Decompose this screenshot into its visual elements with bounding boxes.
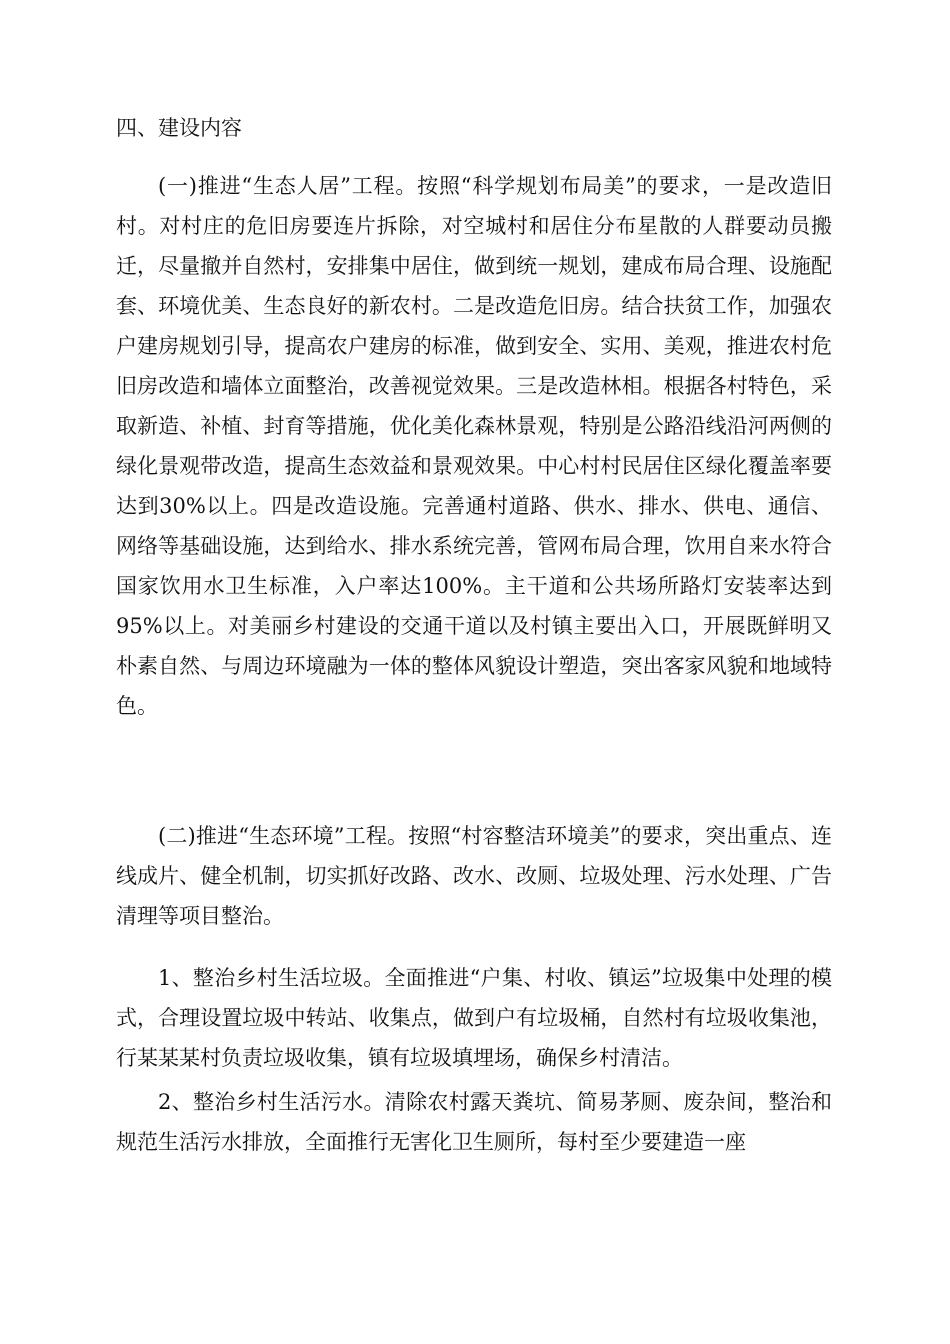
- paragraph-text: (二)推进“生态环境”工程。按照“村容整洁环境美”的要求，突出重点、连线成片、健全机制，切实抓好改路、改水、改厕、垃圾处理、污水处理、广告清理等项目整治。: [116, 824, 832, 928]
- paragraph-sewage-treatment: [116, 1082, 832, 1162]
- paragraph-ecological-environment: [116, 816, 832, 936]
- paragraph-text: (一)推进“生态人居”工程。按照“科学规划布局美”的要求，一是改造旧村。对村庄的危旧房要连片拆除，对空城村和居住分布星散的人群要动员搬迁，尽量撤并自然村，安排集中居住，做到统一规划，建成布局合理、设施配套、环境优美、生态良好的新农村。二是改造危旧房。结合扶贫工作，加强农户建房规划引导，提高农户建房的标准，做到安全、实用、美观，推进农村危旧房改造和墙体立面整治，改善视觉效果。三是改造林相。根据各村特色，采取新造、补植、封育等措施，优化美化森林景观，特别是公路沿线沿河两侧的绿化景观带改造，提高生态效益和景观效果。中心村村民居住区绿化覆盖率要达到30%以上。四是改造设施。完善通村道路、供水、排水、供电、通信、网络等基础设施，达到给水、排水系统完善，管网布局合理，饮用自来水符合国家饮用水卫生标准，入户率达100%。主干道和公共场所路灯安装率达到95%以上。对美丽乡村建设的交通干道以及村镇主要出入口，开展既鲜明又朴素自然、与周边环境融为一体的整体风貌设计塑造，突出客家风貌和地域特色。: [116, 174, 832, 718]
- paragraph-ecological-housing: [116, 166, 832, 726]
- paragraph-text: 2、整治乡村生活污水。清除农村露天粪坑、简易茅厕、废杂间，整治和规范生活污水排放，全面推行无害化卫生厕所，每村至少要建造一座: [116, 1090, 832, 1154]
- section-heading: 四、建设内容: [116, 116, 242, 140]
- paragraph-garbage-treatment: [116, 958, 832, 1078]
- paragraph-text: 1、整治乡村生活垃圾。全面推进“户集、村收、镇运”垃圾集中处理的模式，合理设置垃圾中转站、收集点，做到户有垃圾桶，自然村有垃圾收集池，行某某某村负责垃圾收集，镇有垃圾填埋场，确保乡村清洁。: [116, 966, 832, 1070]
